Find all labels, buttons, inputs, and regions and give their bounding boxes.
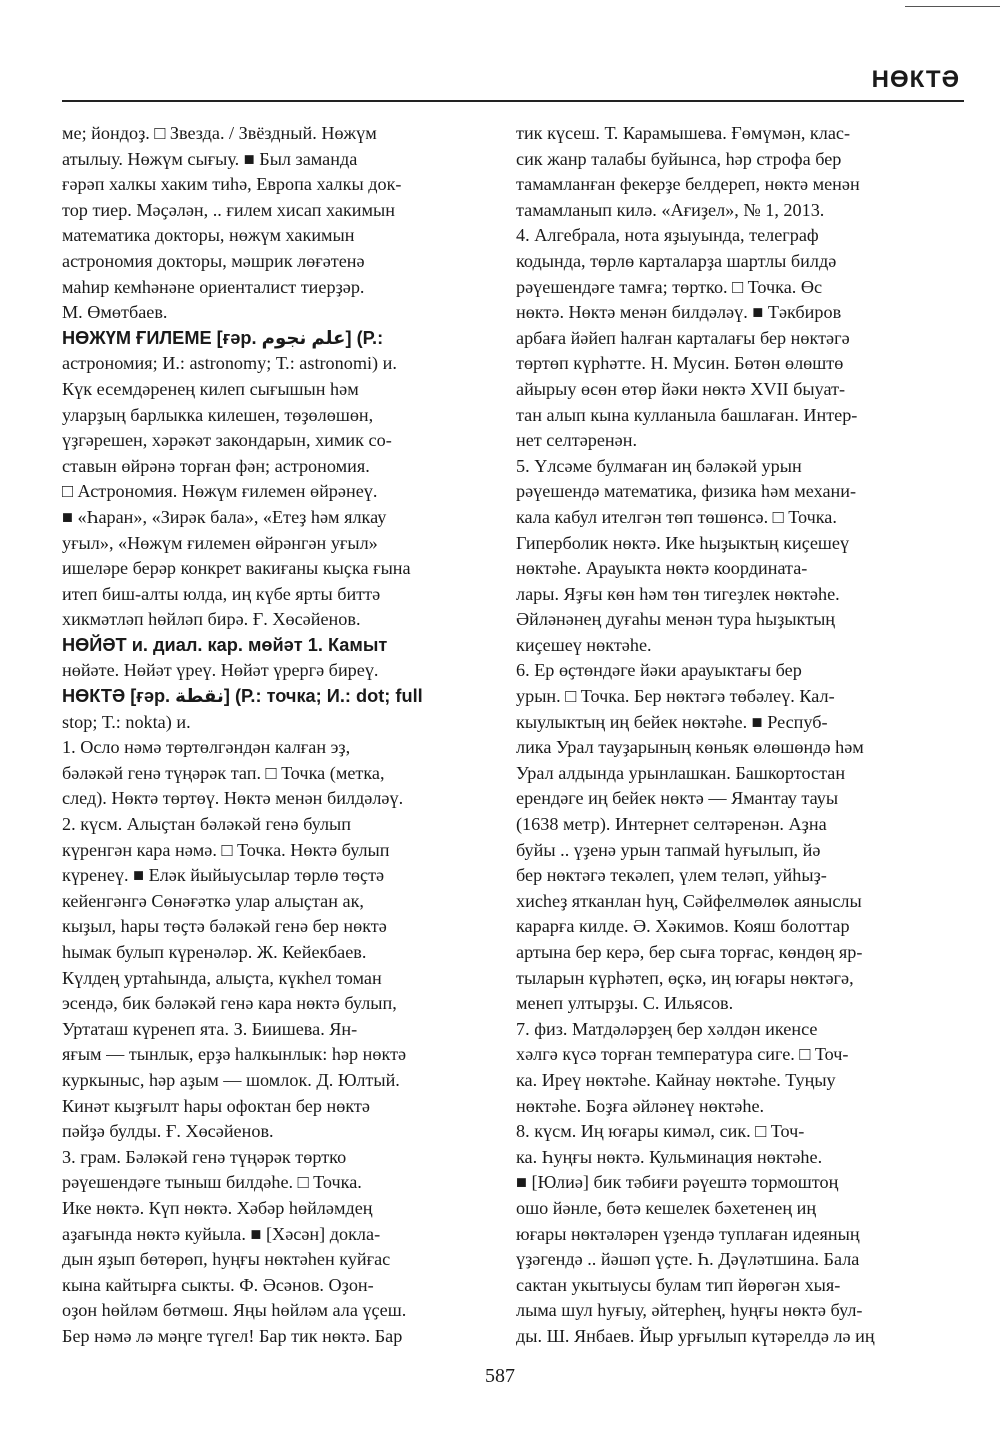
left-column-line: НӨЖҮМ ҒИЛЕМЕ [ғәр. علم نجوم] (Р.: — [62, 327, 384, 348]
right-column-line: арбаға йәйеп һалған карталағы бер нөктәгә — [516, 327, 850, 348]
left-column-line: Бер нәмә лә мәңге түгел! Бар тик нөктә. Бар — [62, 1325, 403, 1346]
right-column-line: үҙәгендә .. йәшәп үҫте. Һ. Дәүләтшина. Бала — [516, 1249, 860, 1270]
right-column-line: кодында, төрлө карталарҙа шартлы билдә — [516, 250, 837, 271]
right-column-line: тик күсеш. Т. Карамышева. Ғөмүмән, клас- — [516, 123, 851, 143]
right-column-line: тамамланған фекерҙе белдерeп, нөктә менән — [516, 174, 860, 195]
left-column-line: күренгән кара нәмә. □ Точка. Нөктә булып — [62, 839, 390, 860]
left-column-line: stop; Т.: nokta) и. — [62, 711, 191, 732]
left-column-line: след). Нөктә төртөү. Нөктә менән билдәләү. — [62, 788, 404, 809]
right-column-line: Урал алдында урынлашкан. Башкортостан — [516, 762, 846, 783]
left-column-line: астрономия докторы, мәшрик лөғәтенә — [62, 250, 365, 271]
right-column-line: Гиперболик нөктә. Ике һыҙыктың киҫешеү — [516, 532, 850, 553]
left-column-line: математика докторы, нөжүм хакимын — [62, 225, 355, 246]
left-column-line: ставын өйрәнә торған фән; астрономия. — [62, 455, 370, 476]
left-column-line: маһир кемһәнәне ориенталист тиерҙәр. — [62, 276, 365, 297]
top-edge-rule — [905, 6, 1000, 7]
left-column-line: хикмәтләп һөйләп бирә. Ғ. Хөсәйенов. — [62, 609, 361, 630]
right-column-line: менеп ултырҙы. С. Ильясов. — [516, 993, 734, 1014]
left-column — [62, 121, 480, 1350]
left-column-line: яғым — тынлык, ерҙә һалкынлык: һәр нөктә — [62, 1044, 407, 1065]
right-column-line: буйы .. үҙенә урын тапмай һуғылып, йә — [516, 839, 821, 860]
left-column-line: уғыл», «Нөжүм ғилемен өйрәнгән уғыл» — [62, 532, 378, 553]
right-column-line: ка. Һуңғы нөктә. Кульминация нөктәһе. — [516, 1146, 823, 1167]
left-column-line: ғәрәп халкы хаким тиһә, Европа халкы док- — [62, 174, 402, 195]
right-column-line: нөктәһе. Боҙға әйләнеү нөктәһе. — [516, 1095, 765, 1116]
left-column-line: бәләкәй генә түңәрәк тап. □ Точка (метка, — [62, 762, 385, 783]
left-column-line: уларҙың барлыкка килешен, төҙөлөшөн, — [62, 404, 374, 425]
left-column-line: 1. Осло нәмә төртөлгәндән калған эҙ, — [62, 737, 351, 758]
left-column-line: тор тиер. Мәҫәлән, .. ғилем хисап хакимын — [62, 199, 395, 220]
left-column-line: оҙон һөйләм бөтмөш. Яңы һөйләм ала үҫеш. — [62, 1300, 407, 1321]
header-rule — [62, 100, 964, 102]
left-column-line: эсендә, бик бәләкәй генә кара нөктә булып, — [62, 993, 397, 1014]
right-column-line: хисһеҙ ятканлан һуң, Сәйфелмөлөк аяныслы — [516, 890, 862, 911]
right-column — [516, 121, 936, 1350]
right-column-line: сактан укытыусы булам тип йөрөгән хыя- — [516, 1274, 841, 1295]
left-column-line: пәйҙә булды. Ғ. Хөсәйенов. — [62, 1121, 274, 1142]
left-column-line: атылыу. Нөжүм сығыу. ■ Был заманда — [62, 148, 358, 169]
right-column-line: 8. күсм. Иң юғары кимәл, сик. □ Точ- — [516, 1121, 805, 1142]
right-column-line: 5. Үлсәме булмаған иң бәләкәй урын — [516, 455, 802, 476]
left-column-line: ме; йондоҙ. □ Звезда. / Звёздный. Нөжүм — [62, 123, 377, 143]
right-column-line: лика Урал тауҙарының көньяк өлөшөндә һәм — [516, 737, 864, 758]
left-column-line: □ Астрономия. Нөжүм ғилемен өйрәнеү. — [62, 481, 378, 502]
left-column-line: Кинәт кыҙғылт һары офоктан бер нөктә — [62, 1095, 370, 1116]
right-column-line: тыларын күрһәтеп, өҫкә, иң юғары нөктәгә, — [516, 967, 854, 988]
right-column-line: 7. физ. Матдәләрҙең бер хәлдән икенсе — [516, 1018, 818, 1039]
right-column-line: ерендәге иң бейек нөктә — Ямантау тауы — [516, 788, 839, 809]
left-column-line: 3. грам. Бәләкәй генә түңәрәк төртко — [62, 1146, 347, 1167]
right-column-line: айырыу өсөн өтөр йәки нөктә XVII быуат- — [516, 378, 846, 399]
right-column-line: (1638 метр). Интернет селтәренән. Аҙна — [516, 814, 827, 835]
right-column-line: карарға килде. Ә. Хәкимов. Кояш болоттар — [516, 916, 850, 937]
left-column-line: астрономия; И.: astronomy; Т.: astronomi) и. — [62, 353, 397, 374]
right-column-line: бер нөктәгә текәлеп, үлем теләп, уйһыҙ- — [516, 865, 827, 886]
right-column-line: урын. □ Точка. Бер нөктәгә төбәлеү. Кал- — [516, 686, 835, 707]
left-column-line: рәүешендәге тыныш билдәһе. □ Точка. — [62, 1172, 362, 1193]
right-column-line: хәлгә күсә торған температура сиге. □ Точ- — [516, 1044, 849, 1065]
right-column-line: кала кабул ителгән төп төшөнсә. □ Точка. — [516, 506, 837, 527]
right-column-line: 4. Алгебрала, нота яҙыуында, телеграф — [516, 225, 819, 246]
left-column-line: кейенгәнгә Сөнәғәткә улар алыҫтан ак, — [62, 890, 364, 911]
left-column-line: дын яҙып бөтөрөп, һуңғы нөктәһен куйғас — [62, 1249, 391, 1270]
left-column-line: М. Өмөтбаев. — [62, 302, 168, 323]
right-column-line: нөктә. Нөктә менән билдәләү. ■ Тәкбиров — [516, 302, 842, 323]
right-column-line: нөктәһе. Арауыкта нөктә координата- — [516, 558, 808, 579]
right-column-line: төртөп күрһәтте. Н. Мусин. Бөтөн өлөштө — [516, 353, 844, 374]
left-column-line: НӨЙӘТ и. диал. кар. мөйәт 1. Камыт — [62, 634, 388, 655]
right-column-line: 6. Ер өҫтөндәге йәки арауыктағы бер — [516, 660, 802, 681]
left-column-line: кыҙыл, һары төҫтә бәләкәй генә бер нөктә — [62, 916, 387, 937]
left-column-line: ■ «Һаран», «Зирәк бала», «Етеҙ һәм ялкау — [62, 506, 387, 527]
right-column-line: ды. Ш. Янбаев. Йыр урғылып күтәрелдә лә иң — [516, 1325, 875, 1346]
left-column-line: нөйәте. Нөйәт үреү. Нөйәт үрергә биреү. — [62, 660, 379, 681]
right-column-line: киҫешеү нөктәһе. — [516, 634, 652, 655]
right-column-line: рәүешендәге тамға; төртко. □ Точка. Өс — [516, 276, 823, 297]
right-column-line: ошо йәнле, бөтә кешелек бәхетенең иң — [516, 1197, 817, 1218]
left-column-line: һымак булып күренәләр. Ж. Кейекбаев. — [62, 942, 367, 962]
left-column-line: Ике нөктә. Күп нөктә. Хәбәр һөйләмдең — [62, 1197, 373, 1218]
right-column-line: лыма шул һуғыу, әйтерһең, һуңғы нөктә бул- — [516, 1300, 863, 1321]
right-column-line: сик жанр талабы буйынса, һәр строфа бер — [516, 148, 842, 169]
right-column-line: юғары нөктәләрен үҙендә туплаған идеяның — [516, 1223, 860, 1244]
left-column-line: кына кайтырға сыкты. Ф. Әсәнов. Оҙон- — [62, 1274, 374, 1295]
right-column-line: тамамланып килә. «Ағиҙел», № 1, 2013. — [516, 199, 825, 220]
left-column-line: аҙағында нөктә куйыла. ■ [Хәсән] доклa- — [62, 1223, 381, 1244]
left-column-line: күренеү. ■ Еләк йыйыусылар төрлө төҫтә — [62, 865, 385, 886]
running-head: НӨКТӘ — [871, 66, 960, 93]
left-column-line: НӨКТӘ [ғәр. نقطة] (Р.: точка; И.: dot; full — [62, 686, 423, 707]
right-column-line: ка. Иреү нөктәһе. Кайнау нөктәһе. Туңыу — [516, 1069, 836, 1090]
right-column-line: ■ [Юлиә] бик тәбиғи рәүештә тормоштоң — [516, 1172, 839, 1193]
right-column-line: артына бер керә, бер сыға торғас, көндөң яр- — [516, 942, 863, 962]
right-column-line: тан алып кына кулланыла башлаған. Интер- — [516, 404, 858, 425]
right-column-line: кыулыктың иң бейек нөктәһе. ■ Респуб- — [516, 711, 828, 732]
left-column-line: итеп биш-алты юлда, иң күбе ярты биттә — [62, 583, 381, 604]
left-column-line: Уртаташ күренеп ята. З. Биишева. Ян- — [62, 1018, 358, 1039]
left-column-line: 2. күсм. Алыҫтан бәләкәй генә булып — [62, 814, 352, 835]
right-column-line: Әйләнәнең дуғаһы менән тура һыҙыктың — [516, 609, 836, 630]
left-column-line: куркыныс, һәр аҙым — шомлок. Д. Юлтый. — [62, 1069, 400, 1090]
page-number: 587 — [485, 1365, 515, 1387]
left-column-line: Күлдең уртаһында, алыҫта, күкһел томан — [62, 967, 382, 988]
right-column-line: лары. Яҙғы көн һәм төн тигеҙлек нөктәһе. — [516, 583, 840, 604]
left-column-line: ишеләре берәр конкрет вакиғаны кыҫка ғына — [62, 558, 411, 579]
right-column-line: рәүешендә математика, физика һәм механи- — [516, 481, 857, 502]
left-column-line: Күк есемдәренең килеп сығышын һәм — [62, 378, 359, 399]
right-column-line: нет селтәренән. — [516, 430, 638, 451]
left-column-line: үҙгәрешен, хәрәкәт закондарын, химик со- — [62, 430, 392, 451]
